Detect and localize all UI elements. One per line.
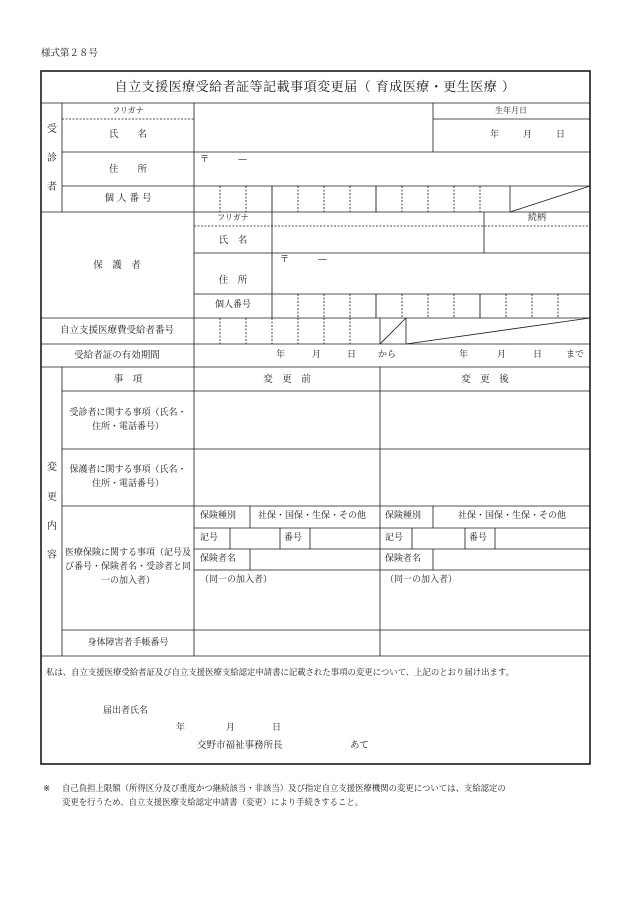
changes-side-label-4: 容	[47, 550, 57, 561]
filer-name-label: 届出者氏名	[103, 706, 149, 716]
patient-name-label: 氏 名	[108, 129, 148, 140]
patient-postal-mark: 〒	[200, 155, 210, 165]
guardian-postal-dash: —	[318, 255, 327, 265]
declaration-year-label: 年	[176, 723, 186, 733]
after-insurer-label: 保険者名	[385, 554, 422, 564]
guardian-personal-number-label: 個人番号	[214, 300, 252, 310]
patient-side-label-2: 診	[47, 153, 57, 164]
row-guardian-label: 保護者に関する事項（氏名・住所・電話番号）	[69, 465, 187, 489]
validity-to-day: 日	[533, 350, 543, 360]
guardian-address-label: 住 所	[218, 275, 248, 286]
changes-side-label-2: 更	[47, 492, 57, 503]
after-insurance-options: 社保・国保・生保・その他	[458, 511, 567, 521]
validity-to-suffix: まで	[566, 350, 585, 360]
validity-from-year: 年	[276, 350, 286, 360]
form-number: 様式第２８号	[41, 48, 99, 59]
col-before-header: 変 更 前	[263, 374, 311, 385]
validity-from-suffix: から	[378, 350, 397, 360]
col-item-header: 事 項	[113, 374, 143, 385]
col-after-header: 変 更 後	[461, 374, 509, 385]
after-symbol-label: 記号	[385, 533, 404, 543]
birth-year-label: 年	[490, 130, 500, 140]
validity-from-day: 日	[347, 350, 357, 360]
row-disability-label: 身体障害者手帳番号	[87, 638, 169, 648]
patient-personal-number-label: 個 人 番 号	[104, 193, 152, 204]
declaration-day-label: 日	[272, 723, 282, 733]
form-title: 自立支援医療受給者証等記載事項変更届（ 育成医療・更生医療 ）	[114, 80, 516, 95]
guardian-name-label: 氏 名	[218, 235, 248, 246]
changes-side-label-1: 変	[47, 462, 57, 473]
patient-postal-dash: —	[238, 155, 247, 165]
patient-side-label-1: 受	[47, 124, 57, 135]
declaration-statement: 私は、自立支援医療受給者証及び自立支援医療支給認定申請書に記載された事項の変更について、上記のとおり届け出ます。	[46, 667, 514, 677]
patient-address-label: 住 所	[108, 164, 148, 175]
footnote-mark: ※	[43, 783, 51, 793]
guardian-label: 保 護 者	[93, 260, 141, 271]
after-number-label: 番号	[469, 533, 488, 543]
before-same-member-label: （同一の加入者）	[200, 575, 273, 585]
guardian-postal-mark: 〒	[280, 255, 290, 265]
guardian-furigana-label: フリガナ	[217, 213, 249, 222]
recipient-number-label: 自立支援医療費受給者番号	[59, 325, 175, 336]
after-insurance-type-label: 保険種別	[385, 511, 422, 521]
before-insurer-label: 保険者名	[200, 554, 237, 564]
validity-to-month: 月	[497, 350, 507, 360]
changes-side-label-3: 内	[47, 521, 57, 532]
patient-side-label-3: 者	[47, 182, 57, 193]
validity-label: 受給者証の有効期間	[74, 350, 160, 361]
validity-to-year: 年	[459, 350, 469, 360]
birthdate-header: 生年月日	[495, 106, 527, 115]
before-insurance-type-label: 保険種別	[200, 511, 237, 521]
after-same-member-label: （同一の加入者）	[385, 575, 458, 585]
addressee-label: 交野市福祉事務所長	[197, 740, 283, 751]
footnote-line-1: 自己負担上限額（所得区分及び重度かつ継続該当・非該当）及び指定自立支援医療機関の変更については、支給認定の	[62, 783, 506, 793]
addressee-suffix: あて	[350, 740, 370, 751]
before-number-label: 番号	[284, 533, 303, 543]
row-insurance-label: 医療保険に関する事項（記号及び番号・保険者名・受診者と同一の加入者）	[64, 548, 191, 586]
guardian-relationship-label: 続柄	[527, 213, 547, 223]
declaration-month-label: 月	[226, 723, 236, 733]
birth-day-label: 日	[556, 130, 566, 140]
birth-month-label: 月	[523, 130, 533, 140]
before-insurance-options: 社保・国保・生保・その他	[258, 511, 367, 521]
patient-furigana-label: フリガナ	[112, 106, 144, 115]
footnote-line-2: 変更を行うため、自立支援医療支給認定申請書（変更）により手続きすること。	[62, 797, 364, 807]
row-patient-label: 受診者に関する事項（氏名・住所・電話番号）	[69, 408, 187, 432]
validity-from-month: 月	[312, 350, 322, 360]
before-symbol-label: 記号	[200, 533, 219, 543]
